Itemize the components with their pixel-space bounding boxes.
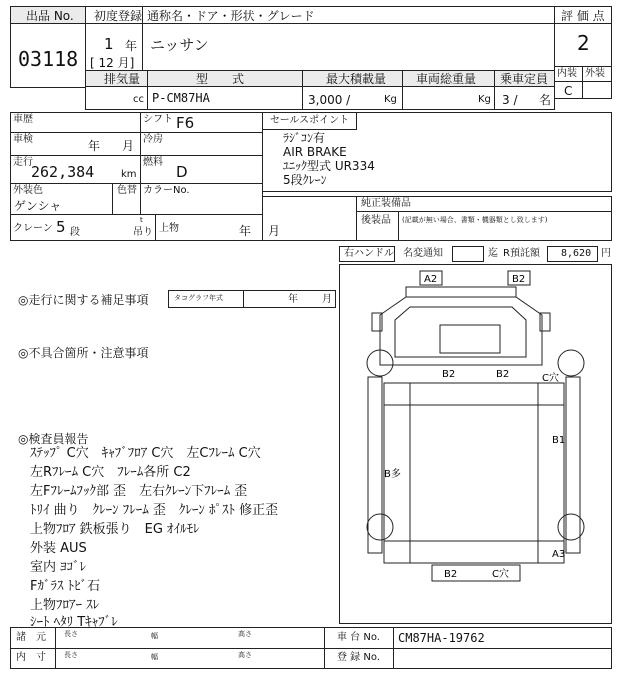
diagram-mark: C穴	[492, 569, 509, 580]
max-load-unit: Kg	[384, 94, 397, 105]
diagram-mark: C穴	[542, 373, 559, 384]
registration-no-label: 登 録 No.	[337, 652, 380, 663]
fuel-value: D	[176, 163, 188, 181]
crane-label: クレーン	[13, 223, 53, 234]
height-label: 高さ	[238, 630, 252, 638]
lot-label: 出品 No.	[26, 9, 74, 23]
displacement-unit: cc	[133, 94, 144, 105]
crane-ton-unit: t	[140, 216, 143, 224]
fuel-label: 燃料	[143, 157, 163, 168]
crane-steps-unit: 段	[70, 227, 80, 238]
exterior-grade-box	[582, 81, 612, 99]
displacement-label: 排気量	[104, 72, 141, 86]
spec-label-row	[85, 70, 555, 87]
tachograph-label: タコグラフ年式	[174, 294, 223, 302]
inspection-month: 月	[122, 139, 135, 153]
history-label: 車歴	[13, 114, 33, 125]
until-label: 迄	[488, 248, 498, 259]
inspector-line: 左Fﾌﾚｰﾑﾌｯｸ部 歪 左右ｸﾚｰﾝ下ﾌﾚｰﾑ 歪	[30, 484, 248, 499]
capacity-label: 乗車定員	[500, 72, 549, 86]
color-change-label: 色替	[117, 185, 137, 196]
exterior-grade-label: 外装	[585, 68, 605, 79]
tachograph-month: 月	[322, 294, 332, 305]
color-label: 外装色	[13, 185, 43, 196]
model-name: ニッサン	[150, 36, 209, 54]
model-code: P-CM87HA	[152, 91, 210, 105]
capacity-unit: 名	[539, 93, 552, 107]
defects-label: ◎不具合箇所・注意事項	[18, 346, 149, 360]
width-label: 幅	[151, 653, 158, 661]
shift-label: シフト	[143, 114, 173, 125]
inspector-line: 外装 AUS	[30, 541, 87, 556]
chassis-no: CM87HA-19762	[398, 631, 485, 645]
inspector-line: ﾄﾘｲ 曲り ｸﾚｰﾝ ﾌﾚｰﾑ 歪 ｸﾚｰﾝ ﾎﾟｽﾄ 修正歪	[30, 503, 279, 518]
vehicle-diagram	[339, 264, 612, 624]
aftermarket-note: (記載が無い場合、書類・機器類とし致します)	[402, 216, 548, 224]
sales-point-1: ﾗｼﾞｺﾝ有	[283, 131, 326, 145]
recycle-deposit-label: R預託額	[503, 248, 540, 259]
misc-spec-label: 諸 元	[16, 632, 46, 643]
diagram-mark: B2	[512, 274, 526, 285]
cab-roof	[406, 287, 516, 297]
sales-point-2: AIR BRAKE	[283, 145, 347, 159]
interior-grade-label: 内装	[557, 68, 577, 79]
right-hand-drive-label: 右ハンドル	[344, 248, 394, 259]
truck-outline-diagram	[340, 265, 611, 623]
inspector-line: 上物ﾌﾛｱ 鉄板張り EG ｵｲﾙﾓﾚ	[30, 522, 200, 537]
gross-weight-label: 車両総重量	[416, 72, 477, 86]
upper-year: 年	[239, 224, 252, 238]
upper-month: 月	[268, 224, 281, 238]
windshield	[395, 307, 526, 357]
model-name-label: 通称名・ドア・形状・グレード	[147, 9, 315, 23]
left-gate	[368, 377, 382, 553]
diagram-mark: B2	[444, 569, 458, 580]
interior-dim-label: 内 寸	[16, 652, 46, 663]
first-reg-year: 1	[104, 35, 114, 53]
lot-number: 03118	[18, 47, 79, 71]
cargo-bed	[384, 383, 564, 563]
sales-point-4: 5段ｸﾚｰﾝ	[283, 173, 327, 187]
color-no-label: カラーNo.	[143, 185, 190, 196]
inspector-line: ｽﾃｯﾌﾟ C穴 ｷｬﾌﾞﾌﾛｱ C穴 左Cﾌﾚｰﾑ C穴	[30, 446, 261, 461]
grade-label: 評 価 点	[561, 9, 605, 23]
first-reg-year-unit: 年	[125, 39, 138, 53]
aftermarket-label: 後装品	[361, 215, 391, 226]
color-value: ゲンシャ	[14, 199, 62, 213]
sales-point-3: ﾕﾆｯｸ型式 UR334	[283, 159, 375, 173]
front-right-wheel	[558, 350, 584, 376]
length-label: 長さ	[64, 630, 78, 638]
diagram-mark: B多	[384, 469, 401, 480]
height-label: 高さ	[238, 651, 252, 659]
max-load-value: 3,000 /	[308, 93, 351, 107]
mileage-label: 走行	[13, 157, 33, 168]
driving-notes-label: ◎走行に関する補足事項	[18, 293, 149, 307]
diagram-mark: A2	[424, 274, 438, 285]
diagram-mark: B1	[552, 435, 566, 446]
cab-window	[440, 325, 500, 353]
inspector-line: 上物ﾌﾛｱｰ ｽﾚ	[30, 598, 100, 613]
capacity-value: 3 /	[502, 93, 518, 107]
inspector-line: ｼｰﾄ ﾍﾀﾘ Tｷｬﾌﾞﾚ	[30, 615, 118, 630]
interior-grade-value: C	[564, 84, 573, 98]
first-reg-label: 初度登録	[94, 9, 143, 23]
inspector-label: ◎検査員報告	[18, 432, 89, 446]
genuine-equipment-label: 純正装備品	[361, 198, 411, 209]
meter-change-box	[452, 246, 484, 262]
sales-point-label: セールスポイント	[270, 115, 350, 126]
tachograph-year: 年	[288, 294, 298, 305]
right-gate	[566, 377, 580, 553]
first-reg-month: [ 12 月]	[90, 56, 135, 70]
shift-value: F6	[176, 114, 195, 132]
length-label: 長さ	[64, 651, 78, 659]
diagram-mark: B2	[496, 369, 510, 380]
gross-weight-unit: Kg	[478, 94, 491, 105]
chassis-no-label: 車 台 No.	[337, 632, 380, 643]
inspector-line: 室内 ﾖｺﾞﾚ	[30, 560, 87, 575]
grade-value: 2	[577, 31, 590, 55]
crane-lift-unit: 吊り	[133, 227, 153, 238]
diagram-mark: B2	[442, 369, 456, 380]
inspection-label: 車検	[13, 134, 33, 145]
inspector-line: 左Rﾌﾚｰﾑ C穴 ﾌﾚｰﾑ各所 C2	[30, 465, 191, 480]
upper-label: 上物	[159, 223, 179, 234]
recycle-amount: 8,620	[561, 248, 592, 259]
max-load-label: 最大積載量	[326, 72, 387, 86]
yen-unit: 円	[601, 248, 611, 259]
width-label: 幅	[151, 632, 158, 640]
crane-steps: 5	[56, 218, 66, 236]
meter-change-label: 名変通知	[403, 248, 443, 259]
ac-label: 冷房	[143, 134, 163, 145]
mileage-unit: km	[121, 169, 137, 180]
model-code-label: 型 式	[196, 72, 245, 86]
mileage-value: 262,384	[31, 163, 95, 181]
rear-left-wheel	[367, 514, 393, 540]
diagram-mark: A3	[552, 549, 566, 560]
inspection-year: 年	[88, 139, 101, 153]
inspector-line: Fｶﾞﾗｽ ﾄﾋﾞ石	[30, 579, 101, 594]
